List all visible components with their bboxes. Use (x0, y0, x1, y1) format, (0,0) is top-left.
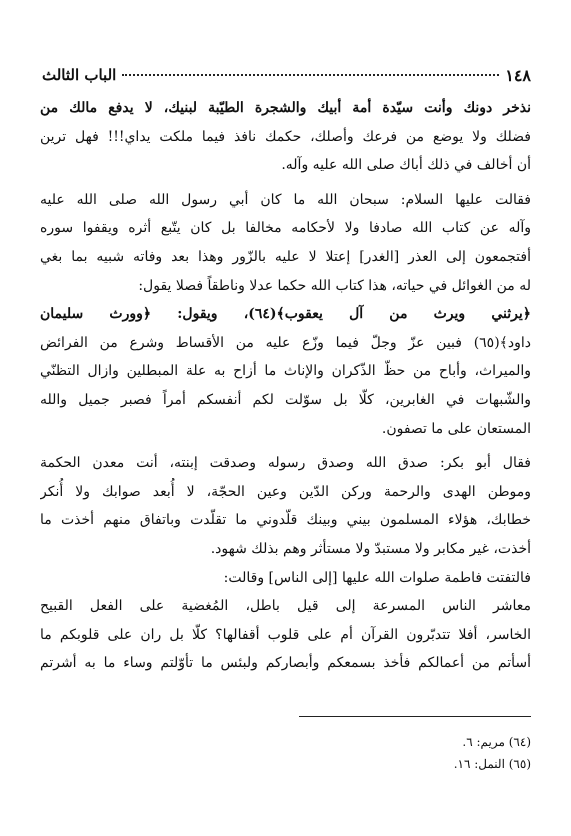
footnote-separator (299, 716, 531, 717)
page-header (42, 64, 531, 86)
header-dotted-leader (122, 74, 499, 76)
page-number: ١٤٨ (505, 65, 531, 85)
text-line: الخاسر، أفلا تتدبّرون القرآن أم على قلوب أقفالها؟ كلّا بل ران على قلوبكم ما (40, 626, 531, 643)
footnotes (40, 731, 531, 775)
text-line: داود﴾(٦٥) فبين عزّ وجلّ فيما وزّع عليه من الأقساط وشرع من الفرائض (40, 334, 531, 351)
text-line: فقالت عليها السلام: سبحان الله ما كان أبي رسول الله صلى الله عليه (40, 191, 531, 208)
text-line: والشّبهات في الغابرين، كلّا بل سوّلت لكم أنفسكم أمراً فصبر جميل والله (40, 391, 531, 408)
text-line: نذخر دونك وأنت سيّدة أمة أبيك والشجرة الطيّبة لبنيك، لا يدفع مالك من (40, 100, 531, 116)
page-body (40, 94, 531, 678)
text-line: وآله عن كتاب الله صادفا ولا لأحكامه مخالفا بل كان يتّبع أثره ويقفوا سوره (40, 220, 531, 237)
text-line: أسأتم من أعمالكم فأخذ بسمعكم وأبصاركم ولبئس ما تأوّلتم وساء ما به أشرتم (40, 655, 531, 672)
text-line: فقال أبو بكر: صدق الله وصدق رسوله وصدقت إبنته، أنت معدن الحكمة (40, 455, 531, 472)
quran-verse-line: ﴿يرثني ويرث من آل يعقوب﴾(٦٤)، ويقول: ﴿وورث سليمان (40, 306, 531, 323)
chapter-title: الباب الثالث (42, 66, 117, 84)
footnote: (٦٥) النمل: ١٦. (453, 757, 531, 771)
text-line: معاشر الناس المسرعة إلى قيل باطل، المُغضية على الفعل القبيح (40, 598, 531, 615)
footnote: (٦٤) مريم: ٦. (462, 735, 531, 749)
text-line: والميراث، وأباح من حظّ الذّكران والإناث ما أزاح به علة المبطلين وازال التظنّي (40, 363, 531, 380)
text-line: أفتجمعون إلى العذر [الغدر] إعتلا لا عليه بالزّور وهذا بعد وفاته شبيه بما بغي (40, 248, 531, 265)
text-line: المستعان على ما تصفون. (381, 420, 531, 437)
text-line: فضلك ولا يوضع من فرعك وأصلك، حكمك نافذ فيما ملكت يداي!!! فهل ترين (40, 128, 531, 145)
text-line: أن أخالف في ذلك أباك صلى الله عليه وآله. (281, 157, 531, 174)
text-line: فالتفتت فاطمة صلوات الله عليها [إلى الناس] وقالت: (223, 569, 531, 586)
text-line: له من الغوائل في حياته، هذا كتاب الله حكما عدلا وناطقاً فصلا يقول: (138, 277, 531, 294)
text-line: خطابك، هؤلاء المسلمون بيني وبينك قلّدوني ما تقلّدت وباتفاق منهم أخذت ما (40, 512, 531, 529)
text-line: وموطن الهدى والرحمة وركن الدّين وعين الحجّة، لا أُبعد صوابك ولا أُنكر (40, 483, 531, 500)
text-line: أخذت، غير مكابر ولا مستبدّ ولا مستأثر وهم بذلك شهود. (210, 540, 531, 557)
